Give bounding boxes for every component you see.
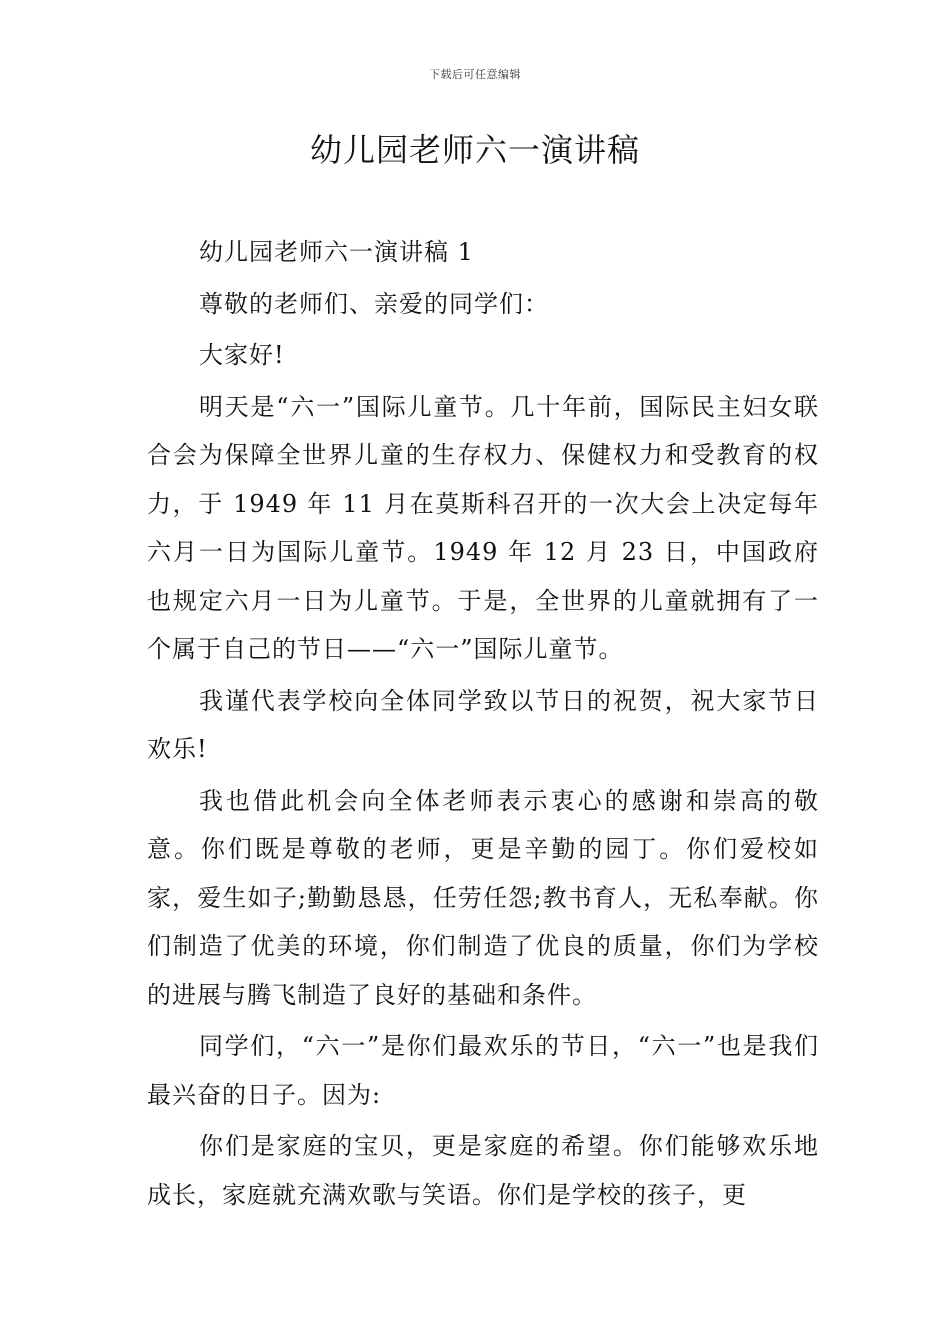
greeting: 大家好! <box>199 341 285 369</box>
document-body <box>147 228 819 1222</box>
paragraph: 明天是“六一”国际儿童节。几十年前，国际民主妇女联合会为保障全世界儿童的生存权力、保健权力和受教育的权力，于 1949 年 11 月在莫斯科召开的一次大会上决定每年六月一日为国际儿童节。1949 年 12 月 23 日，中国政府也规定六月一日为儿童节。于是，全世界的儿童就拥有了一个属于自己的节日——“六一”国际儿童节。 <box>147 392 819 663</box>
paragraph: 我谨代表学校向全体同学致以节日的祝贺，祝大家节日欢乐! <box>147 686 819 763</box>
document-title: 幼儿园老师六一演讲稿 <box>309 131 640 169</box>
paragraph: 你们是家庭的宝贝，更是家庭的希望。你们能够欢乐地成长，家庭就充满欢歌与笑语。你们是学校的孩子，更 <box>147 1132 819 1209</box>
header-note: 下载后可任意编辑 <box>429 68 521 81</box>
salutation: 尊敬的老师们、亲爱的同学们： <box>199 289 549 318</box>
section-heading: 幼儿园老师六一演讲稿 1 <box>199 238 474 266</box>
paragraph: 同学们，“六一”是你们最欢乐的节日，“六一”也是我们最兴奋的日子。因为: <box>147 1032 819 1109</box>
paragraph: 我也借此机会向全体老师表示衷心的感谢和崇高的敬意。你们既是尊敬的老师，更是辛勤的园丁。你们爱校如家，爱生如子;勤勤恳恳，任劳任怨;教书育人，无私奉献。你们制造了优美的环境，你们制造了优良的质量，你们为学校的进展与腾飞制造了良好的基础和条件。 <box>147 786 819 1009</box>
